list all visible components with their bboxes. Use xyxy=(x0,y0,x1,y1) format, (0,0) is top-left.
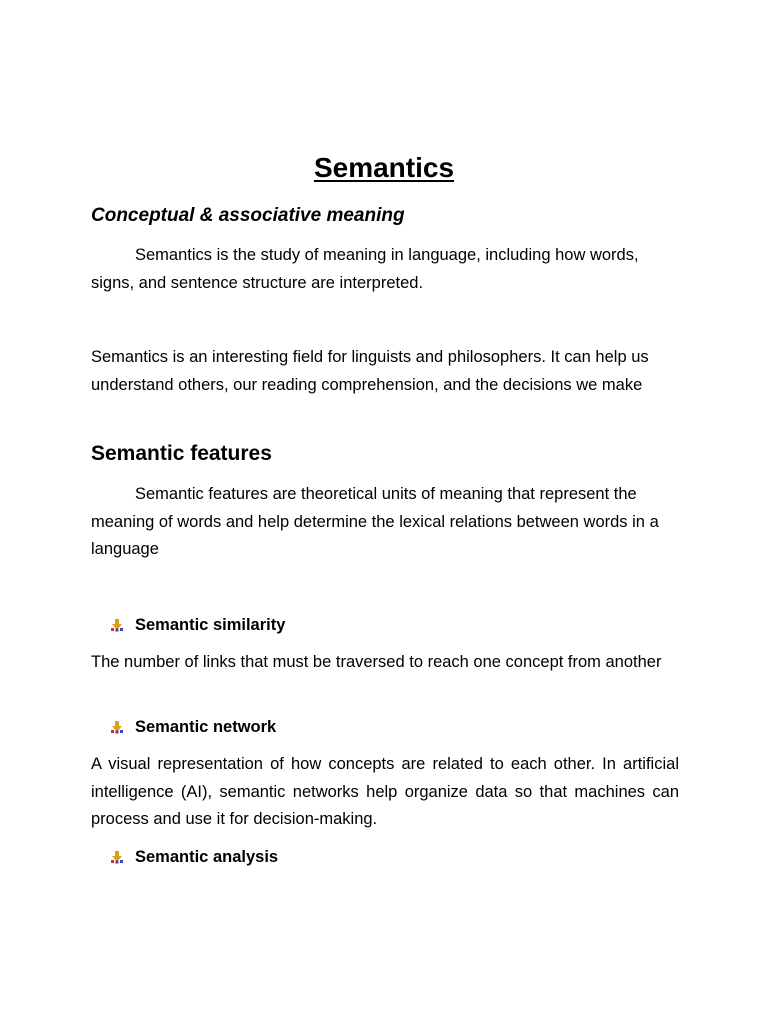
bullet-semantic-analysis xyxy=(110,845,278,869)
bullet-label: Semantic network xyxy=(135,718,277,736)
second-paragraph: Semantics is an interesting field for linguists and philosophers. It can help us understand others, our reading comprehension, and the decisions we make xyxy=(91,348,649,394)
semantic-network-description: A visual representation of how concepts are related to each other. In artificial intelligence (AI), semantic networks help organize data so that machines can process and use it for decision-making. xyxy=(91,755,679,828)
arrow-bullet-icon xyxy=(110,618,124,632)
semantic-similarity-description: The number of links that must be traversed to reach one concept from another xyxy=(91,653,662,671)
semantic-features-heading: Semantic features xyxy=(91,442,272,465)
features-paragraph: Semantic features are theoretical units of meaning that represent the meaning of words and help determine the lexical relations between words in a language xyxy=(91,485,659,558)
arrow-bullet-icon xyxy=(110,850,124,864)
intro-paragraph: Semantics is the study of meaning in language, including how words, signs, and sentence structure are interpreted. xyxy=(91,246,639,292)
subheading-conceptual-associative: Conceptual & associative meaning xyxy=(91,205,405,226)
bullet-label: Semantic analysis xyxy=(135,848,279,866)
arrow-bullet-icon xyxy=(110,720,124,734)
document-title-text: Semantics xyxy=(313,152,455,183)
bullet-semantic-similarity xyxy=(110,613,285,637)
bullet-semantic-network xyxy=(110,715,276,739)
bullet-label: Semantic similarity xyxy=(135,616,286,634)
document-title xyxy=(0,150,768,186)
